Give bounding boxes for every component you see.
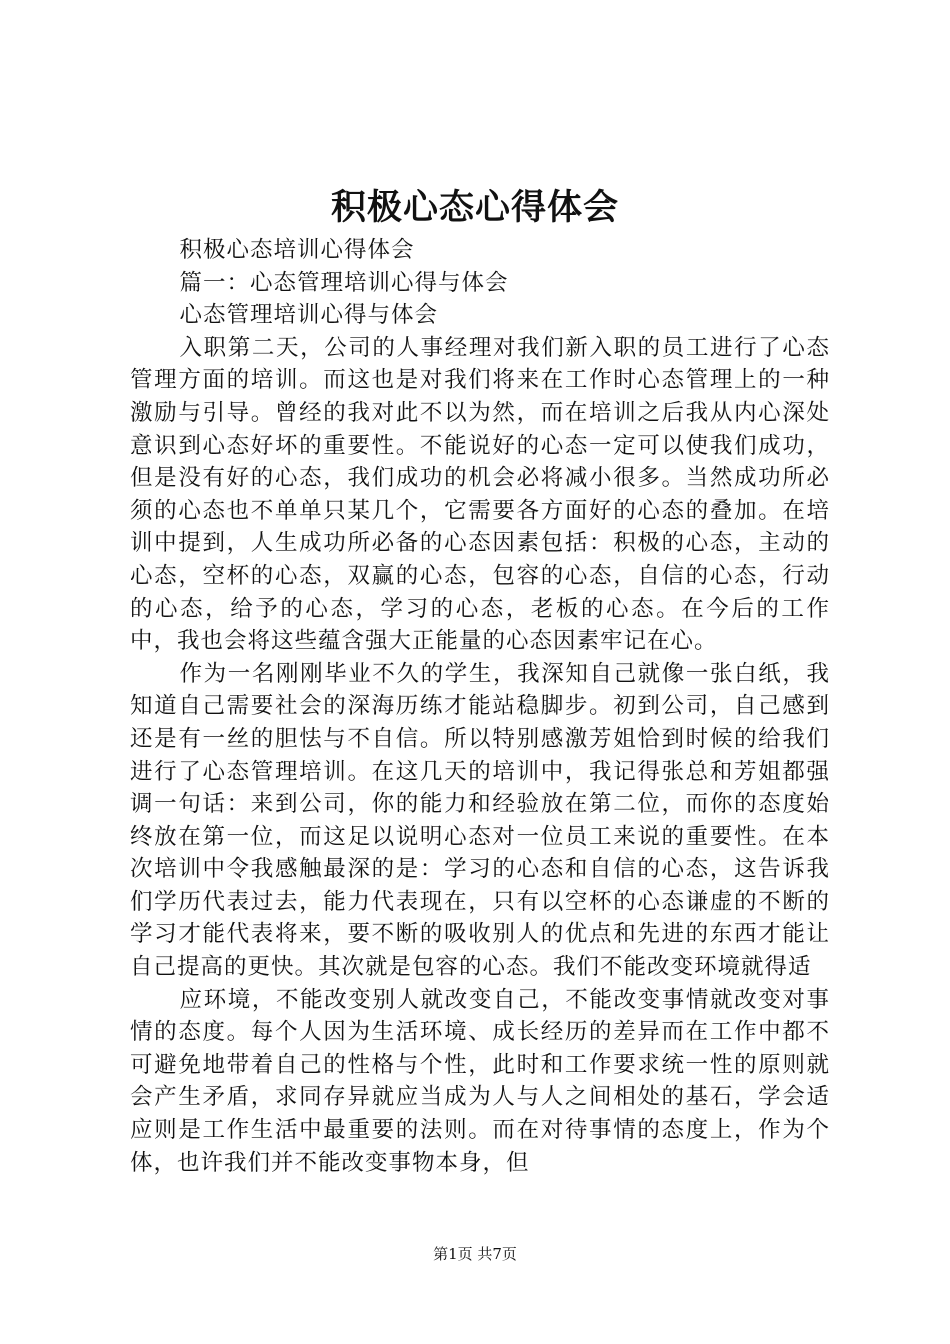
document-title: 积极心态心得体会	[330, 187, 619, 228]
document-subtitle: 积极心态培训心得体会	[179, 237, 415, 263]
chapter-heading: 篇一：心态管理培训心得与体会	[179, 269, 509, 296]
body-paragraph: 应环境，不能改变别人就改变自己，不能改变事情就改变对事情的态度。每个人因为生活环境、成长经历的差异而在工作中都不可避免地带着自己的性格与个性，此时和工作要求统一性的原则就会产生矛盾，求同存异就应当成为人与人之间相处的基石，学会适应则是工作生活中最重要的法则。而在对待事情的态度上，作为个体，也许我们并不能改变事物本身，但	[130, 986, 830, 1176]
body-paragraph: 入职第二天，公司的人事经理对我们新入职的员工进行了心态管理方面的培训。而这也是对我们将来在工作时心态管理上的一种激励与引导。曾经的我对此不以为然，而在培训之后我从内心深处意识到心态好坏的重要性。不能说好的心态一定可以使我们成功，但是没有好的心态，我们成功的机会必将减小很多。当然成功所必须的心态也不单单只某几个，它需要各方面好的心态的叠加。在培训中提到，人生成功所必备的心态因素包括：积极的心态，主动的心态，空杯的心态，双赢的心态，包容的心态，自信的心态，行动的心态，给予的心态，学习的心态，老板的心态。在今后的工作中，我也会将这些蕴含强大正能量的心态因素牢记在心。	[130, 334, 830, 655]
page-number-footer: 第1页 共7页	[433, 1245, 517, 1263]
section-heading: 心态管理培训心得与体会	[179, 302, 439, 329]
body-paragraph: 作为一名刚刚毕业不久的学生，我深知自己就像一张白纸，我知道自己需要社会的深海历练才能站稳脚步。初到公司，自己感到还是有一丝的胆怯与不自信。所以特别感激芳姐恰到时候的给我们进行了心态管理培训。在这几天的培训中，我记得张总和芳姐都强调一句话：来到公司，你的能力和经验放在第二位，而你的态度始终放在第一位，而这足以说明心态对一位员工来说的重要性。在本次培训中令我感触最深的是：学习的心态和自信的心态，这告诉我们学历代表过去，能力代表现在，只有以空杯的心态谦虚的不断的学习才能代表将来，要不断的吸收别人的优点和先进的东西才能让自己提高的更快。其次就是包容的心态。我们不能改变环境就得适	[130, 660, 830, 981]
document-body	[130, 234, 830, 1179]
